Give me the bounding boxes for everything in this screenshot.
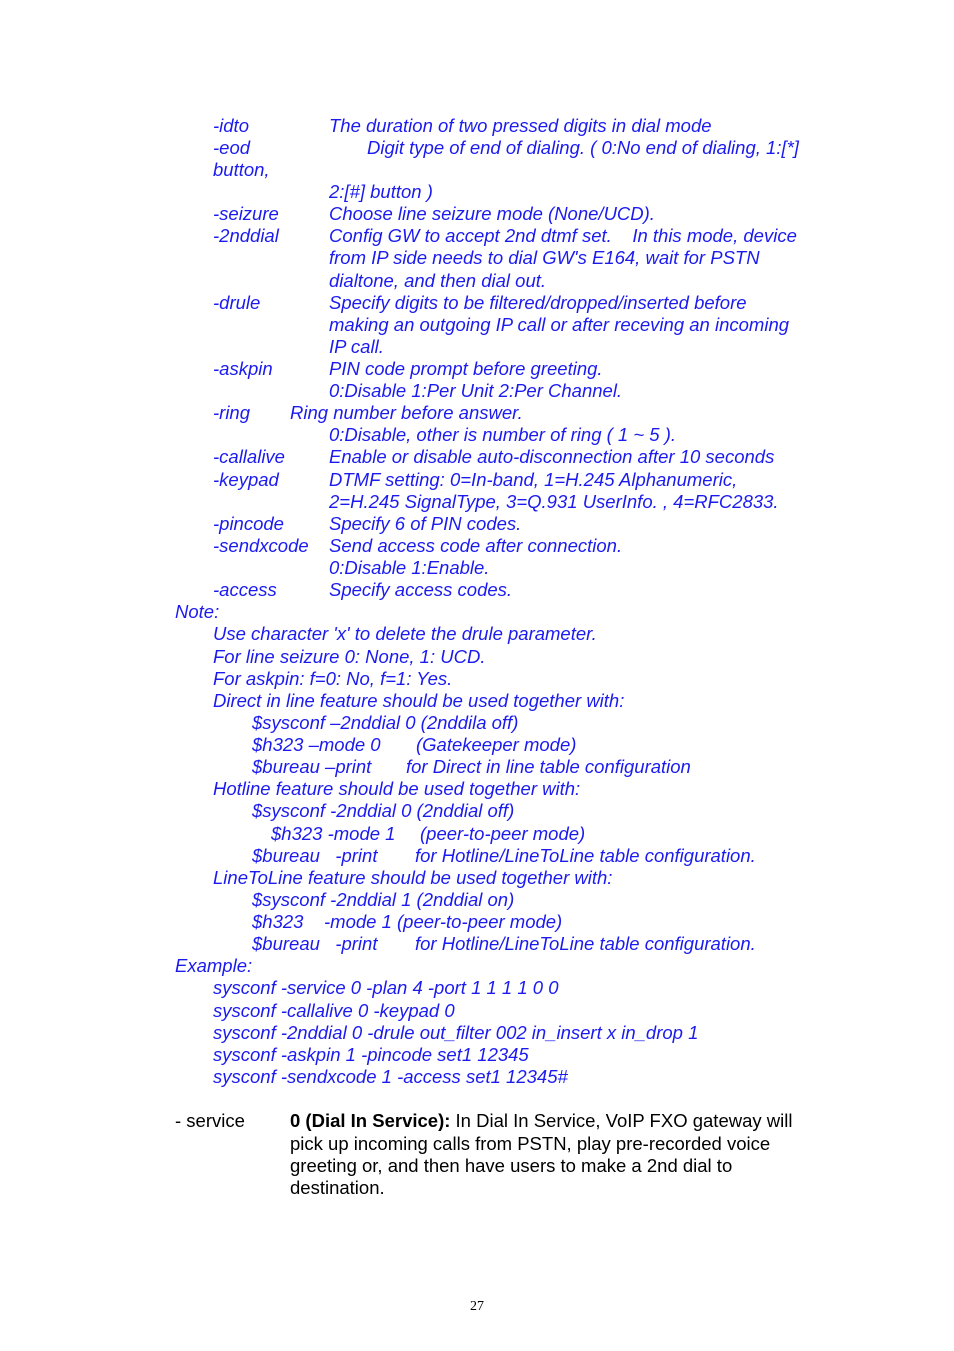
note-command: $bureau -print bbox=[252, 933, 378, 954]
note-line: LineToLine feature should be used together with: bbox=[213, 867, 613, 888]
param-continuation: 2:[#] button ) bbox=[329, 181, 433, 202]
example-line: sysconf -callalive 0 -keypad 0 bbox=[213, 1000, 455, 1021]
note-heading: Note: bbox=[175, 601, 220, 622]
service-key: - service bbox=[175, 1110, 245, 1131]
param-desc: Enable or disable auto-disconnection after 10 seconds bbox=[329, 446, 775, 467]
service-line: pick up incoming calls from PSTN, play pre-recorded voice bbox=[290, 1133, 771, 1154]
param-desc: PIN code prompt before greeting. bbox=[329, 358, 603, 379]
param-desc: Specify access codes. bbox=[329, 579, 513, 600]
param-desc: Specify 6 of PIN codes. bbox=[329, 513, 522, 534]
note-line: For line seizure 0: None, 1: UCD. bbox=[213, 646, 486, 667]
note-command: $sysconf -2nddial 1 (2nddial on) bbox=[252, 889, 515, 910]
param-desc: Choose line seizure mode (None/UCD). bbox=[329, 203, 655, 224]
note-line: Direct in line feature should be used together with: bbox=[213, 690, 625, 711]
param-continuation: button, bbox=[213, 159, 270, 180]
param-desc: Ring number before answer. bbox=[290, 402, 523, 423]
param-key: -access bbox=[213, 579, 277, 600]
service-desc: In Dial In Service, VoIP FXO gateway will bbox=[450, 1110, 793, 1131]
note-command: $sysconf -2nddial 0 (2nddial off) bbox=[252, 800, 515, 821]
param-continuation: making an outgoing IP call or after receving an incoming bbox=[329, 314, 790, 335]
param-key: -keypad bbox=[213, 469, 279, 490]
param-key: -2nddial bbox=[213, 225, 279, 246]
service-line: greeting or, and then have users to make a 2nd dial to bbox=[290, 1155, 733, 1176]
param-key: -sendxcode bbox=[213, 535, 309, 556]
param-continuation: dialtone, and then dial out. bbox=[329, 270, 547, 291]
param-key: -idto bbox=[213, 115, 249, 136]
param-key: -pincode bbox=[213, 513, 284, 534]
param-key: -callalive bbox=[213, 446, 285, 467]
param-continuation: 0:Disable 1:Enable. bbox=[329, 557, 490, 578]
example-heading: Example: bbox=[175, 955, 253, 976]
param-desc: Send access code after connection. bbox=[329, 535, 623, 556]
note-command: $h323 -mode 1 bbox=[271, 823, 396, 844]
note-command: $bureau -print bbox=[252, 845, 378, 866]
param-desc: The duration of two pressed digits in dial mode bbox=[329, 115, 712, 136]
service-line bbox=[290, 1110, 792, 1132]
service-line: destination. bbox=[290, 1177, 385, 1198]
param-continuation: 0:Disable, other is number of ring ( 1 ~ 5 ). bbox=[329, 424, 677, 445]
note-comment: (Gatekeeper mode) bbox=[416, 734, 577, 755]
param-continuation: 2=H.245 SignalType, 3=Q.931 UserInfo. , 4=RFC2833. bbox=[329, 491, 779, 512]
note-comment: (peer-to-peer mode) bbox=[420, 823, 586, 844]
param-desc: DTMF setting: 0=In-band, 1=H.245 Alphanumeric, bbox=[329, 469, 738, 490]
service-mode-label: 0 (Dial In Service): bbox=[290, 1110, 451, 1131]
example-line: sysconf -service 0 -plan 4 -port 1 1 1 1 0 0 bbox=[213, 977, 559, 998]
note-command: $h323 -mode 1 (peer-to-peer mode) bbox=[252, 911, 563, 932]
example-line: sysconf -2nddial 0 -drule out_filter 002 in_insert x in_drop 1 bbox=[213, 1022, 699, 1043]
param-key: -seizure bbox=[213, 203, 279, 224]
param-key: -eod bbox=[213, 137, 251, 158]
param-continuation: IP call. bbox=[329, 336, 384, 357]
page-number: 27 bbox=[470, 1299, 484, 1314]
param-key: -ring bbox=[213, 402, 251, 423]
note-comment: for Direct in line table configuration bbox=[406, 756, 691, 777]
param-key: -askpin bbox=[213, 358, 273, 379]
note-comment: for Hotline/LineToLine table configuration. bbox=[415, 845, 756, 866]
note-line: Use character 'x' to delete the drule parameter. bbox=[213, 623, 597, 644]
param-desc: Digit type of end of dialing. ( 0:No end of dialing, 1:[*] bbox=[367, 137, 799, 158]
note-command: $h323 –mode 0 bbox=[252, 734, 381, 755]
note-line: Hotline feature should be used together with: bbox=[213, 778, 581, 799]
note-line: For askpin: f=0: No, f=1: Yes. bbox=[213, 668, 453, 689]
note-comment: for Hotline/LineToLine table configuration. bbox=[415, 933, 756, 954]
param-continuation: from IP side needs to dial GW's E164, wait for PSTN bbox=[329, 247, 760, 268]
note-command: $bureau –print bbox=[252, 756, 372, 777]
example-line: sysconf -sendxcode 1 -access set1 12345# bbox=[213, 1066, 568, 1087]
param-desc: Config GW to accept 2nd dtmf set. In this mode, device bbox=[329, 225, 797, 246]
param-continuation: 0:Disable 1:Per Unit 2:Per Channel. bbox=[329, 380, 623, 401]
param-key: -drule bbox=[213, 292, 261, 313]
note-command: $sysconf –2nddial 0 (2nddila off) bbox=[252, 712, 519, 733]
param-desc: Specify digits to be filtered/dropped/inserted before bbox=[329, 292, 747, 313]
example-line: sysconf -askpin 1 -pincode set1 12345 bbox=[213, 1044, 529, 1065]
